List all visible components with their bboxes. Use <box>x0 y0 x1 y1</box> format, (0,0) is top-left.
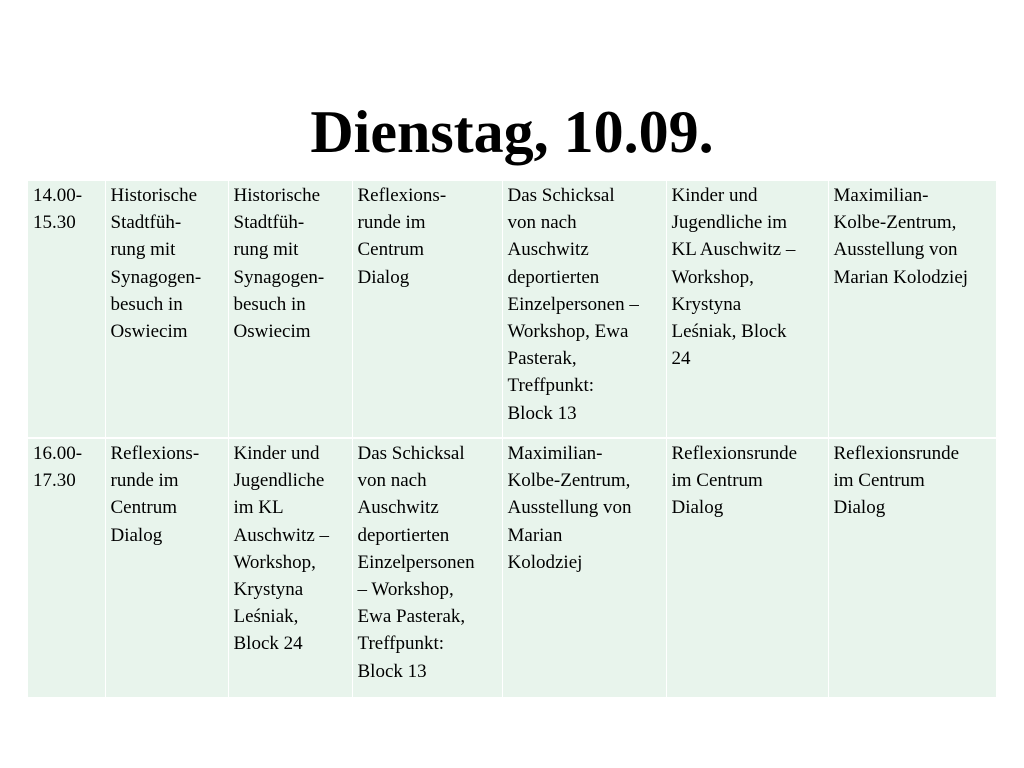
table-cell: Maximilian- Kolbe-Zentrum, Ausstellung von Marian Kolodziej <box>828 181 996 438</box>
table-cell: Historische Stadtfüh- rung mit Synagogen- besuch in Oswiecim <box>228 181 352 438</box>
table-cell: Reflexionsrunde im Centrum Dialog <box>828 438 996 697</box>
table-cell: Das Schicksal von nach Auschwitz deportierten Einzelpersonen – Workshop, Ewa Pasterak, Treffpunkt: Block 13 <box>352 438 502 697</box>
time-slot-cell: 14.00- 15.30 <box>33 185 83 234</box>
time-slot-cell: 16.00- 17.30 <box>28 438 105 697</box>
table-cell: Kinder und Jugendliche im KL Auschwitz – Workshop, Krystyna Leśniak, Block 24 <box>666 181 828 438</box>
table-row <box>28 181 996 438</box>
schedule-table <box>28 181 996 697</box>
table-cell: Kinder und Jugendliche im KL Auschwitz – Workshop, Krystyna Leśniak, Block 24 <box>228 438 352 697</box>
table-cell: Reflexions- runde im Centrum Dialog <box>352 181 502 438</box>
table-cell: Historische Stadtfüh- rung mit Synagogen- besuch in Oswiecim <box>105 181 228 438</box>
table-row <box>28 438 996 697</box>
page-title: Dienstag, 10.09. <box>310 99 714 165</box>
table-cell: Maximilian- Kolbe-Zentrum, Ausstellung von Marian Kolodziej <box>502 438 666 697</box>
table-cell: Reflexions- runde im Centrum Dialog <box>105 438 228 697</box>
table-cell: Reflexionsrunde im Centrum Dialog <box>666 438 828 697</box>
table-cell: Das Schicksal von nach Auschwitz deportierten Einzelpersonen – Workshop, Ewa Pasterak, Treffpunkt: Block 13 <box>502 181 666 438</box>
